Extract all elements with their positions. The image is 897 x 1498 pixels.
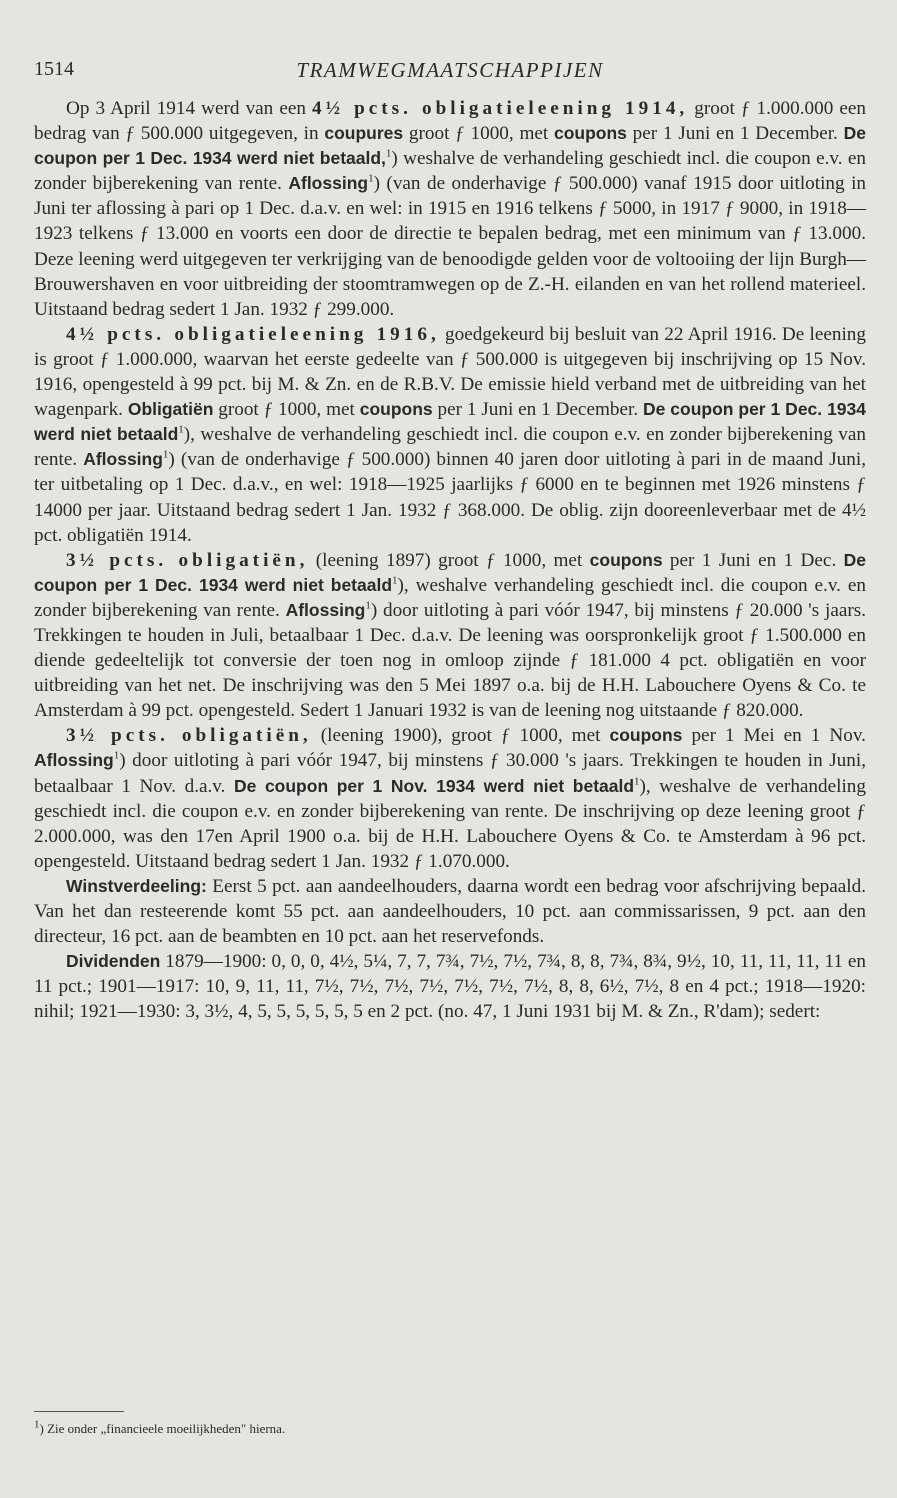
loan-heading: 4½ pcts. obligatieleening 1914, — [312, 98, 689, 119]
footnote-divider — [34, 1411, 124, 1412]
page-header — [34, 58, 866, 90]
running-title: TRAMWEGMAATSCHAPPIJEN — [296, 58, 604, 82]
footnote-ref: 1 — [365, 599, 371, 612]
footnote-ref: 1 — [162, 448, 169, 461]
paragraph-loan-1916: 4½ pcts. obligatieleening 1916, goedgekeurd bij besluit van 22 April 1916. De leening is groot ƒ 1.000.000, waarvan het eerste gedeelte van ƒ 500.000 is uitgegeven bij inschrijving op 15 Nov. 1916, opengesteld à 99 pct. bij M. & Zn. en de R.B.V. De emissie hield verband met de uitbreiding van het wagenpark. Obligatiën groot ƒ 1000, met coupons per 1 Juni en 1 December. De coupon per 1 Dec. 1934 werd niet betaald$^1$), weshalve de verhandeling geschiedt incl. die coupon e.v. en zonder bijberekening van rente. Aflossing$^1$) (van de onderhavige ƒ 500.000) binnen 40 jaren door uitloting à pari in de maand Juni, ter uitbetaling op 1 Dec. d.a.v., en wel: 1918—1925 jaarlijks ƒ 6000 en te beginnen met 1926 minstens ƒ 14000 per jaar. Uitstaand bedrag sedert 1 Jan. 1932 ƒ 368.000. De oblig. zijn dooreenleverbaar met de 4½ pct. obligatiën 1914. — [34, 323, 866, 546]
footnote-ref: 1 — [368, 172, 374, 185]
footnote-ref: 1 — [385, 147, 392, 160]
footnote-ref: 1 — [178, 423, 184, 436]
section-label: Winstverdeeling: — [66, 875, 207, 896]
paragraph-dividends: Dividenden 1879—1900: 0, 0, 0, 4½, 5¼, 7, 7, 7¾, 7½, 7½, 7¾, 8, 8, 7¾, 8¾, 9½, 10, 11, 11, 11, 11 en 11 pct.; 1901—1917: 10, 9, 11, 11, 7½, 7½, 7½, 7½, 7½, 7½, 7½, 8, 8, 6½, 7½, 8 en 4 pct.; 1918—1920: nihil; 1921—1930: 3, 3½, 4, 5, 5, 5, 5, 5, 5 en 2 pct. (no. 47, 1 Juni 1931 bij M. & Zn., R'dam); sedert: — [34, 951, 866, 1023]
loan-heading: 3½ pcts. obligatiën, — [66, 549, 309, 571]
footnote-ref: 1 — [634, 775, 640, 788]
paragraph-profit-distribution: Winstverdeeling: Eerst 5 pct. aan aandeelhouders, daarna wordt een bedrag voor afschrijving bepaald. Van het dan resteerende komt 55 pct. aan aandeelhouders, 10 pct. aan commissarissen, 9 pct. aan den directeur, 16 pct. aan de beambten en 10 pct. aan het reservefonds. — [34, 875, 866, 948]
loan-heading: 3½ pcts. obligatiën, — [66, 725, 312, 747]
page-number: 1514 — [34, 58, 74, 80]
paragraph-loan-1914: Op 3 April 1914 werd van een 4½ pcts. obligatieleening 1914, groot ƒ 1.000.000 een bedrag van ƒ 500.000 uitgegeven, in coupures groot ƒ 1000, met coupons per 1 Juni en 1 December. De coupon per 1 Dec. 1934 werd niet betaald,$^1$) weshalve de verhandeling geschiedt incl. die coupon e.v. en zonder bijberekening van rente. Aflossing$^1$) (van de onderhavige ƒ 500.000) vanaf 1915 door uitloting in Juni ter aflossing à pari op 1 Dec. d.a.v. en wel: in 1915 en 1916 telkens ƒ 5000, in 1917 ƒ 9000, in 1918—1923 telkens ƒ 13.000 en voorts een door de directie te bepalen bedrag, met een minimum van ƒ 13.000. Deze leening werd uitgegeven ter verkrijging van de benoodigde gelden voor de voltooiing der lijn Burgh—Brouwershaven en voor uitbreiding der stoomtramwegen op de Z.-H. eilanden en van het rollend materieel. Uitstaand bedrag sedert 1 Jan. 1932 ƒ 299.000. — [34, 98, 866, 320]
section-label: Dividenden — [66, 951, 161, 972]
paragraph-loan-1897: 3½ pcts. obligatiën, (leening 1897) groot ƒ 1000, met coupons per 1 Juni en 1 Dec. De coupon per 1 Dec. 1934 werd niet betaald$^1$), weshalve verhandeling geschiedt incl. die coupon e.v. en zonder bijberekening van rente. Aflossing$^1$) door uitloting à pari vóór 1947, bij minstens ƒ 20.000 's jaars. Trekkingen te houden in Juli, betaalbaar 1 Dec. d.a.v. De leening was oorspronkelijk groot ƒ 1.500.000 en diende gedeeltelijk tot conversie der toen nog in omloop zijnde ƒ 181.000 4 pct. obligatiën en voor uitbreiding van het net. De inschrijving was den 5 Mei 1897 o.a. bij de H.H. Labouchere Oyens & Co. te Amsterdam à 99 pct. opengesteld. Sedert 1 Januari 1932 is van de leening nog uitstaande ƒ 820.000. — [34, 549, 867, 722]
footnote-ref: 1 — [113, 750, 120, 763]
footnote-ref: 1 — [392, 574, 398, 587]
body-text — [34, 96, 866, 1024]
paragraph-loan-1900: 3½ pcts. obligatiën, (leening 1900), groot ƒ 1000, met coupons per 1 Mei en 1 Nov. Aflossing$^1$) door uitloting à pari vóór 1947, bij minstens ƒ 30.000 's jaars. Trekkingen te houden in Juni, betaalbaar 1 Nov. d.a.v. De coupon per 1 Nov. 1934 werd niet betaald$^1$), weshalve de verhandeling geschiedt incl. die coupon e.v. en zonder bijberekening van rente. De inschrijving op deze leening groot ƒ 2.000.000, was den 17en April 1900 o.a. bij de H.H. Labouchere Oyens & Co. te Amsterdam à 96 pct. opengesteld. Uitstaand bedrag sedert 1 Jan. 1932 ƒ 1.070.000. — [34, 725, 866, 872]
footnote: $^1$) Zie onder „financieele moeilijkheden" hierna. — [34, 1418, 286, 1436]
loan-heading: 4½ pcts. obligatieleening 1916, — [66, 323, 440, 345]
